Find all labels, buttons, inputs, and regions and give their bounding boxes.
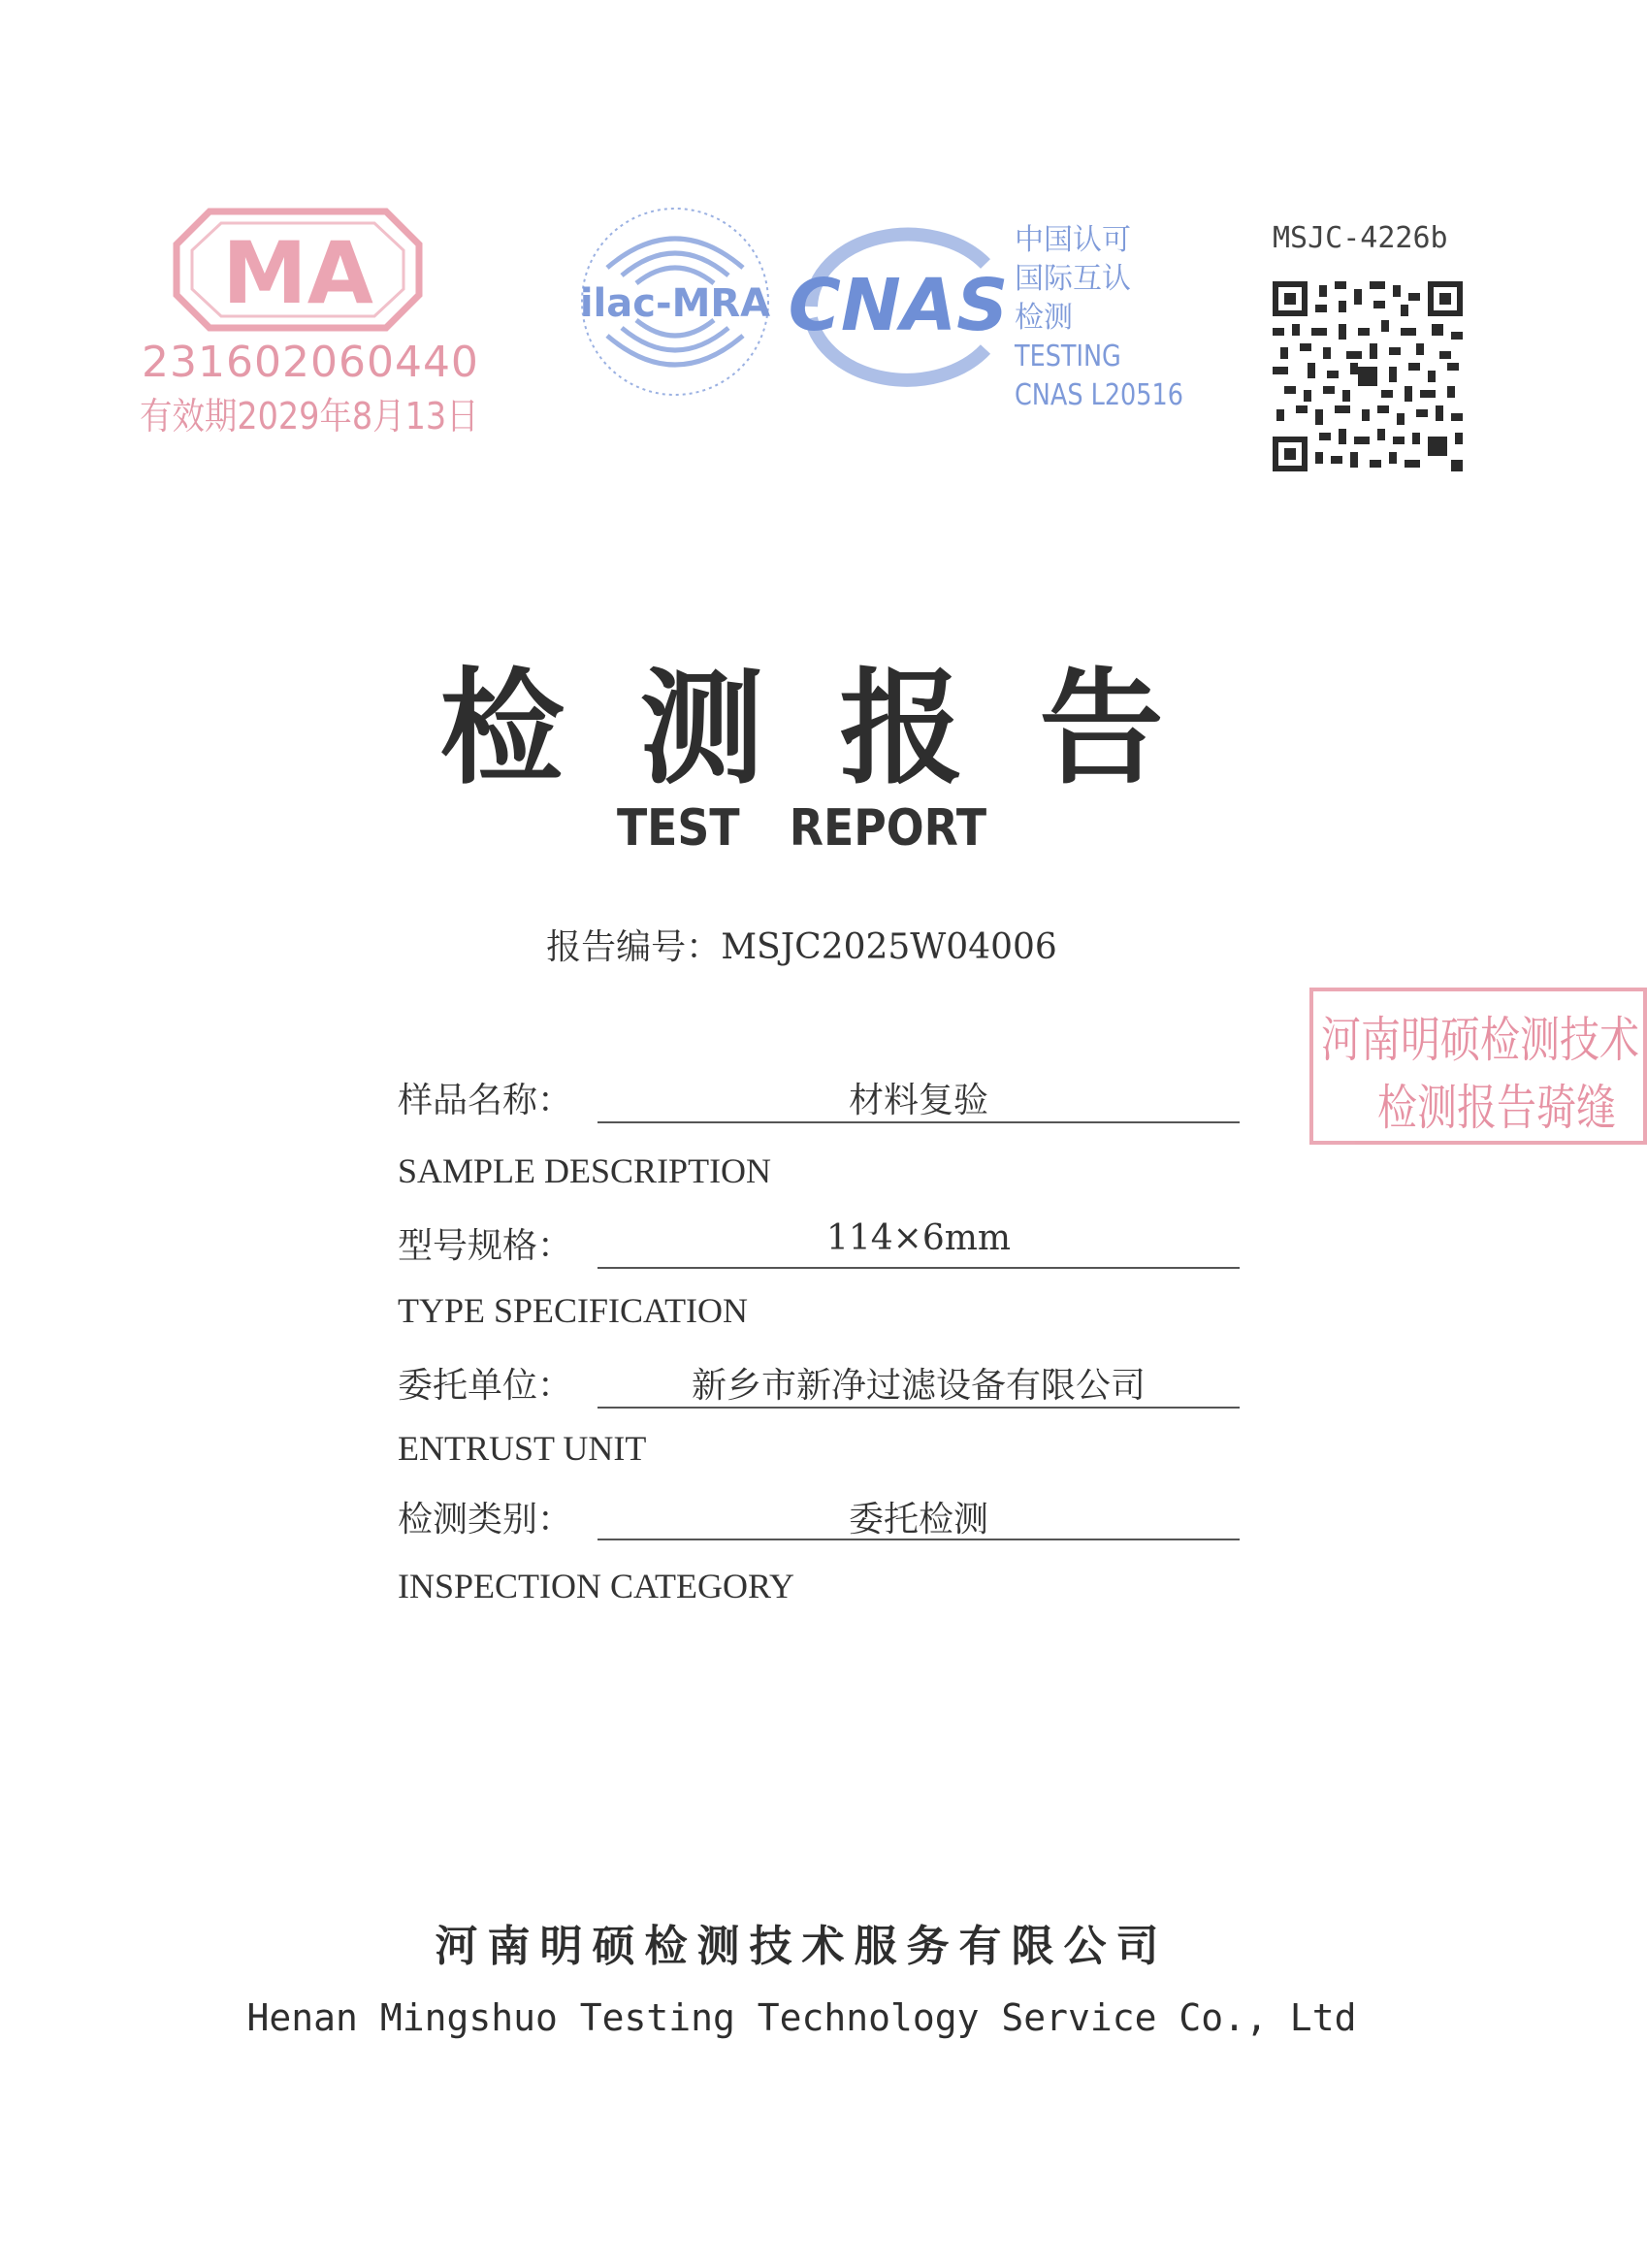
entrust-unit-value: 新乡市新净过滤设备有限公司 (691, 1366, 1146, 1406)
report-title-cn: 检测报告 (439, 656, 1240, 801)
type-spec-label: 型号规格： (398, 1226, 573, 1266)
inspection-category-underline (597, 1539, 1240, 1540)
cnas-line-2: 国际互认 (1015, 262, 1131, 296)
cnas-line-3: 检测 (1015, 301, 1073, 335)
cnas-line-1: 中国认可 (1015, 223, 1131, 257)
seam-stamp-line-1: 河南明硕检测技术 (1321, 1012, 1639, 1068)
cnas-accreditation-text (1015, 221, 1183, 415)
inspection-category-label-en: INSPECTION CATEGORY (398, 1567, 795, 1605)
sample-name-value: 材料复验 (848, 1081, 988, 1120)
inspection-category-label: 检测类别： (398, 1500, 573, 1539)
form-code: MSJC-4226b (1273, 221, 1448, 255)
sample-description-label-en: SAMPLE DESCRIPTION (398, 1151, 772, 1190)
inspection-category-value: 委托检测 (848, 1500, 988, 1539)
cnas-logo-text: CNAS (788, 264, 1009, 347)
sample-name-label: 样品名称： (398, 1081, 573, 1120)
ilac-logo-text: ilac-MRA (579, 281, 771, 326)
cnas-line-4: TESTING (1015, 340, 1121, 373)
cnas-seal (782, 221, 1015, 392)
company-name-en: Henan Mingshuo Testing Technology Service Co., Ltd (246, 1996, 1357, 2039)
report-title-en: TEST REPORT (616, 799, 987, 858)
type-spec-underline (597, 1267, 1240, 1269)
report-number-value: MSJC2025W04006 (721, 927, 1057, 967)
entrust-unit-underline (597, 1407, 1240, 1409)
qr-code-icon (1273, 281, 1463, 471)
report-number (0, 920, 1603, 969)
entrust-unit-label-en: ENTRUST UNIT (398, 1429, 647, 1468)
ilac-mra-seal (578, 200, 772, 404)
cma-certificate-number: 231602060440 (142, 338, 479, 387)
cnas-line-5: CNAS L20516 (1015, 378, 1183, 412)
sample-name-underline (597, 1121, 1240, 1123)
seam-stamp (1309, 988, 1647, 1145)
cma-validity-date: 有效期2029年8月13日 (140, 395, 479, 437)
entrust-unit-label: 委托单位： (398, 1366, 573, 1406)
type-specification-label-en: TYPE SPECIFICATION (398, 1291, 749, 1330)
company-name-cn: 河南明硕检测技术服务有限公司 (435, 1922, 1169, 1971)
cma-seal (171, 206, 425, 334)
cma-logo-text: MA (222, 223, 373, 323)
seam-stamp-line-2: 检测报告骑缝 (1377, 1080, 1616, 1136)
type-spec-value: 114×6mm (825, 1218, 1012, 1258)
report-number-label: 报告编号： (546, 927, 722, 967)
